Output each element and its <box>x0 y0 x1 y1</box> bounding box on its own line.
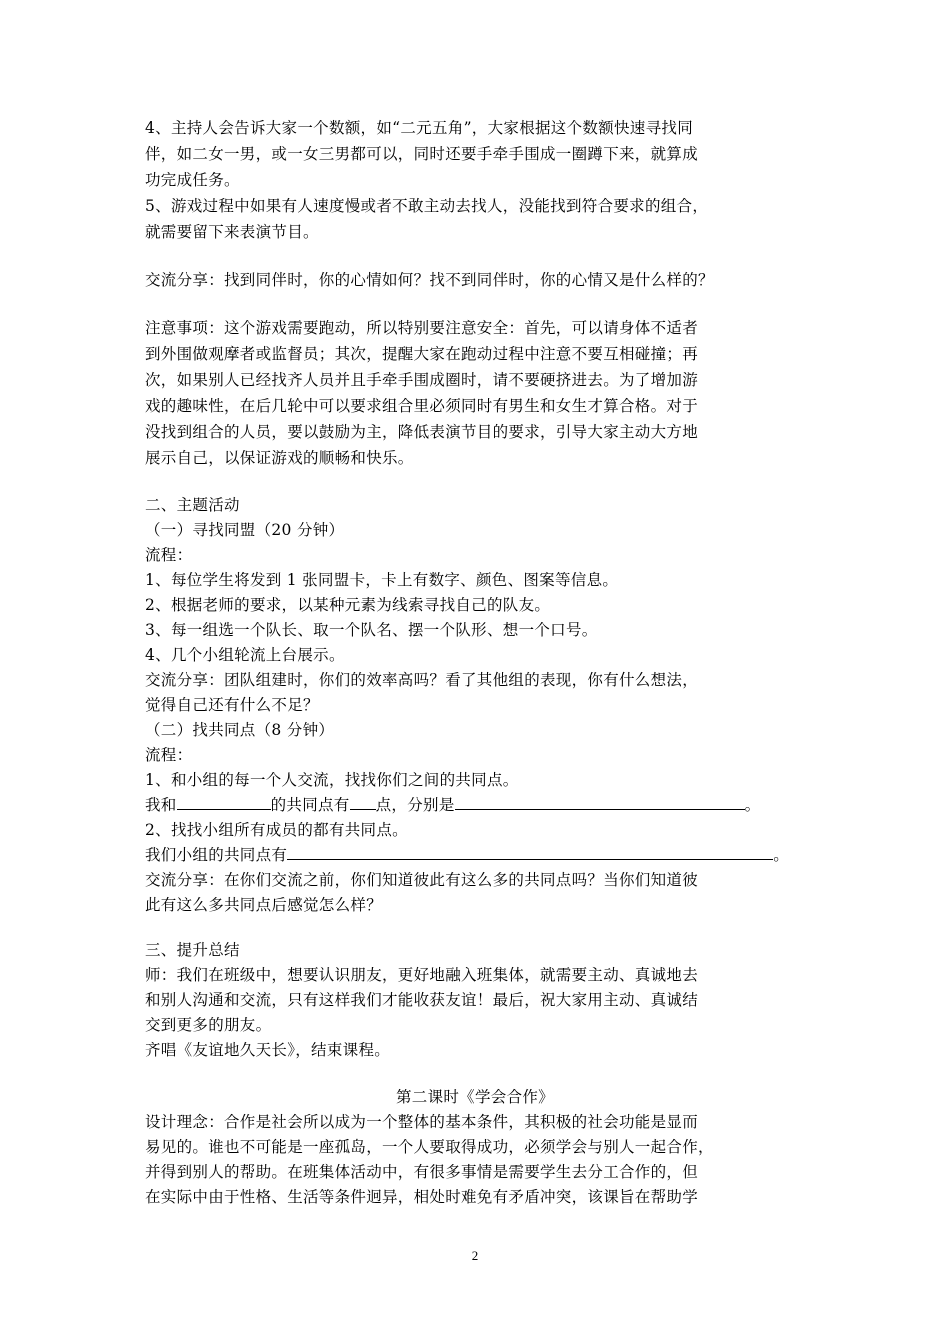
paragraph-line: 易见的。谁也不可能是一座孤岛，一个人要取得成功，必须学会与别人一起合作， <box>145 1138 714 1156</box>
fill-text: 。 <box>773 846 790 864</box>
list-item: 4、几个小组轮流上台展示。 <box>145 646 345 664</box>
fill-text: 的共同点有 <box>270 796 350 814</box>
paragraph-line: 齐唱《友谊地久天长》，结束课程。 <box>145 1041 391 1059</box>
notes-line: 注意事项：这个游戏需要跑动，所以特别要注意安全：首先，可以请身体不适者 <box>145 319 699 337</box>
notes-line: 没找到组合的人员，要以鼓励为主，降低表演节目的要求，引导大家主动大方地 <box>145 423 699 441</box>
fill-text: 我们小组的共同点有 <box>145 846 288 864</box>
list-item: 1、和小组的每一个人交流，找找你们之间的共同点。 <box>145 771 519 789</box>
discussion-line: 交流分享：找到同伴时，你的心情如何？找不到同伴时，你的心情又是什么样的？ <box>145 271 714 289</box>
blank-line <box>455 792 745 810</box>
fill-in-line <box>145 842 805 868</box>
notes-line: 戏的趣味性，在后几轮中可以要求组合里必须同时有男生和女生才算合格。对于 <box>145 397 699 415</box>
subsection-heading: （一）寻找同盟（20 分钟） <box>145 521 345 539</box>
page-number: 2 <box>471 1248 479 1263</box>
blank-line <box>287 842 773 860</box>
section-heading: 三、提升总结 <box>145 941 240 959</box>
discussion-line: 觉得自己还有什么不足？ <box>145 696 319 714</box>
paragraph-line: 流程： <box>145 746 193 764</box>
fill-text: 我和 <box>145 796 177 814</box>
list-item: 3、每一组选一个队长、取一个队名、摆一个队形、想一个口号。 <box>145 621 598 639</box>
paragraph-line: 和别人沟通和交流，只有这样我们才能收获友谊！最后，祝大家用主动、真诚结 <box>145 991 699 1009</box>
notes-line: 展示自己，以保证游戏的顺畅和快乐。 <box>145 449 414 467</box>
fill-text: 点，分别是 <box>375 796 455 814</box>
paragraph-line: 师：我们在班级中，想要认识朋友，更好地融入班集体，就需要主动、真诚地去 <box>145 966 699 984</box>
fill-text: 。 <box>744 796 761 814</box>
paragraph-line: 5、游戏过程中如果有人速度慢或者不敢主动去找人，没能找到符合要求的组合， <box>145 197 709 215</box>
paragraph-line: 交到更多的朋友。 <box>145 1016 272 1034</box>
paragraph-line: 设计理念：合作是社会所以成为一个整体的基本条件，其积极的社会功能是显而 <box>145 1113 699 1131</box>
list-item: 1、每位学生将发到 1 张同盟卡，卡上有数字、颜色、图案等信息。 <box>145 571 619 589</box>
discussion-line: 交流分享：在你们交流之前，你们知道彼此有这么多的共同点吗？当你们知道彼 <box>145 871 699 889</box>
notes-line: 到外围做观摩者或监督员；其次，提醒大家在跑动过程中注意不要互相碰撞；再 <box>145 345 699 363</box>
paragraph-line: 伴，如二女一男，或一女三男都可以，同时还要手牵手围成一圈蹲下来，就算成 <box>145 145 699 163</box>
paragraph-line: 4、主持人会告诉大家一个数额，如“二元五角”，大家根据这个数额快速寻找同 <box>145 119 694 137</box>
lesson-title: 第二课时《学会合作》 <box>395 1088 554 1106</box>
paragraph-line: 并得到别人的帮助。在班集体活动中，有很多事情是需要学生去分工合作的，但 <box>145 1163 699 1181</box>
notes-line: 次，如果别人已经找齐人员并且手牵手围成圈时，请不要硬挤进去。为了增加游 <box>145 371 699 389</box>
paragraph-line: 在实际中由于性格、生活等条件迥异，相处时难免有矛盾冲突，该课旨在帮助学 <box>145 1188 699 1206</box>
paragraph-line: 就需要留下来表演节目。 <box>145 223 319 241</box>
blank-line <box>177 792 271 810</box>
list-item: 2、根据老师的要求，以某种元素为线索寻找自己的队友。 <box>145 596 551 614</box>
paragraph-line: 功完成任务。 <box>145 171 240 189</box>
section-heading: 二、主题活动 <box>145 496 240 514</box>
fill-in-line <box>145 792 805 818</box>
paragraph-line: 流程： <box>145 546 193 564</box>
discussion-line: 此有这么多共同点后感觉怎么样？ <box>145 896 383 914</box>
discussion-line: 交流分享：团队组建时，你们的效率高吗？看了其他组的表现，你有什么想法， <box>145 671 699 689</box>
blank-line <box>350 792 376 810</box>
subsection-heading: （二）找共同点（8 分钟） <box>145 721 335 739</box>
list-item: 2、找找小组所有成员的都有共同点。 <box>145 821 408 839</box>
